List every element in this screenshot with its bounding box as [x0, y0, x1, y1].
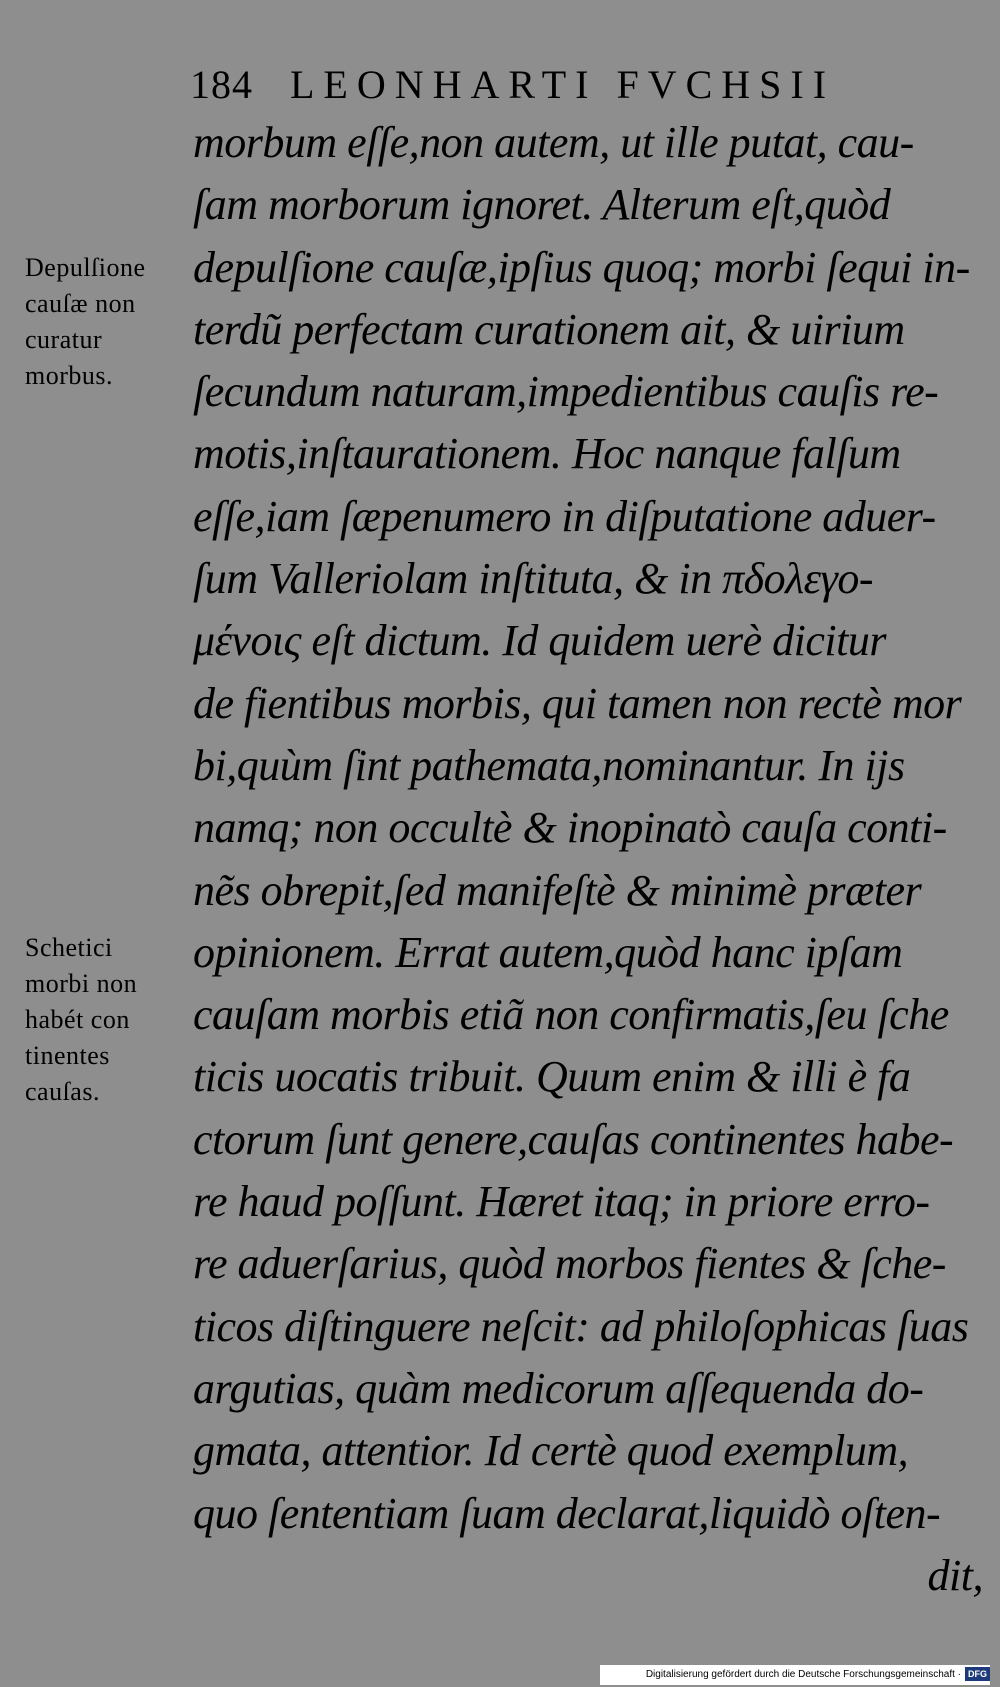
- margin-note-schetici: [25, 930, 195, 1110]
- dfg-logo-icon: DFG: [965, 1667, 990, 1681]
- text-line: cauſam morbis etiã non confirmatis,ſeu ſche: [193, 990, 949, 1040]
- margin-note-line: Schetici: [25, 933, 113, 962]
- running-title: LEONHARTI FVCHSII: [290, 62, 836, 107]
- margin-note-depulsione: [25, 250, 195, 394]
- text-line: μένοις eſt dictum. Id quidem uerè dicitur: [193, 616, 886, 666]
- text-line: nẽs obrepit,ſed manifeſtè & minimè præter: [193, 865, 922, 915]
- text-line: morbum eſſe,non autem, ut ille putat, cau-: [193, 118, 914, 167]
- text-line: terdũ perfectam curationem ait, & uirium: [193, 304, 905, 354]
- text-line: re haud poſſunt. Hæret itaq; in priore erro-: [193, 1177, 930, 1227]
- catchword-line: dit,: [927, 1550, 983, 1600]
- margin-note-line: cauſas.: [25, 1077, 100, 1106]
- text-line: gmata, attentior. Id certè quod exemplum,: [193, 1426, 909, 1476]
- text-line: opinionem. Errat autem,quòd hanc ipſam: [193, 927, 903, 977]
- digitization-footer: [600, 1665, 990, 1685]
- page-header: [190, 60, 980, 110]
- margin-note-line: Depulſione: [25, 253, 146, 282]
- text-line: ſam morborum ignoret. Alterum eſt,quòd: [193, 180, 891, 230]
- footer-text: Digitalisierung gefördert durch die Deutsche Forschungsgemeinschaft ·: [645, 1669, 961, 1680]
- margin-note-line: curatur: [25, 325, 103, 354]
- margin-note-line: morbi non: [25, 969, 138, 998]
- text-line: eſſe,iam ſæpenumero in diſputatione aduer-: [193, 491, 936, 541]
- text-line: argutias, quàm medicorum aſſequenda do-: [193, 1363, 924, 1413]
- text-line: namq; non occultè & inopinatò cauſa conti-: [193, 803, 947, 853]
- body-text: [193, 112, 983, 1607]
- margin-note-line: morbus.: [25, 361, 113, 390]
- text-line: de fientibus morbis, qui tamen non rectè mor: [193, 678, 962, 728]
- text-line: ticis uocatis tribuit. Quum enim & illi è fa: [193, 1052, 911, 1102]
- margin-note-line: habét con: [25, 1005, 130, 1034]
- text-line: ſecundum naturam,impedientibus cauſis re-: [193, 367, 939, 417]
- text-line: ticos diſtinguere neſcit: ad philoſophicas ſuas: [193, 1301, 969, 1351]
- text-line: quo ſententiam ſuam declarat,liquidò oſten-: [193, 1488, 941, 1538]
- text-line: motis,inſtaurationem. Hoc nanque falſum: [193, 429, 901, 479]
- margin-note-line: cauſæ non: [25, 289, 136, 318]
- text-line: re aduerſarius, quòd morbos fientes & ſche-: [193, 1239, 946, 1289]
- text-line: ſum Valleriolam inſtituta, & in πδολεγο-: [193, 554, 874, 604]
- margin-note-line: tinentes: [25, 1041, 110, 1070]
- page-number: 184: [190, 62, 253, 107]
- text-line: bi,quùm ſint pathemata,nominantur. In ijs: [193, 740, 905, 790]
- text-line: ctorum ſunt genere,cauſas continentes habe-: [193, 1114, 954, 1164]
- text-line: depulſione cauſæ,ipſius quoq; morbi ſequi in-: [193, 242, 970, 292]
